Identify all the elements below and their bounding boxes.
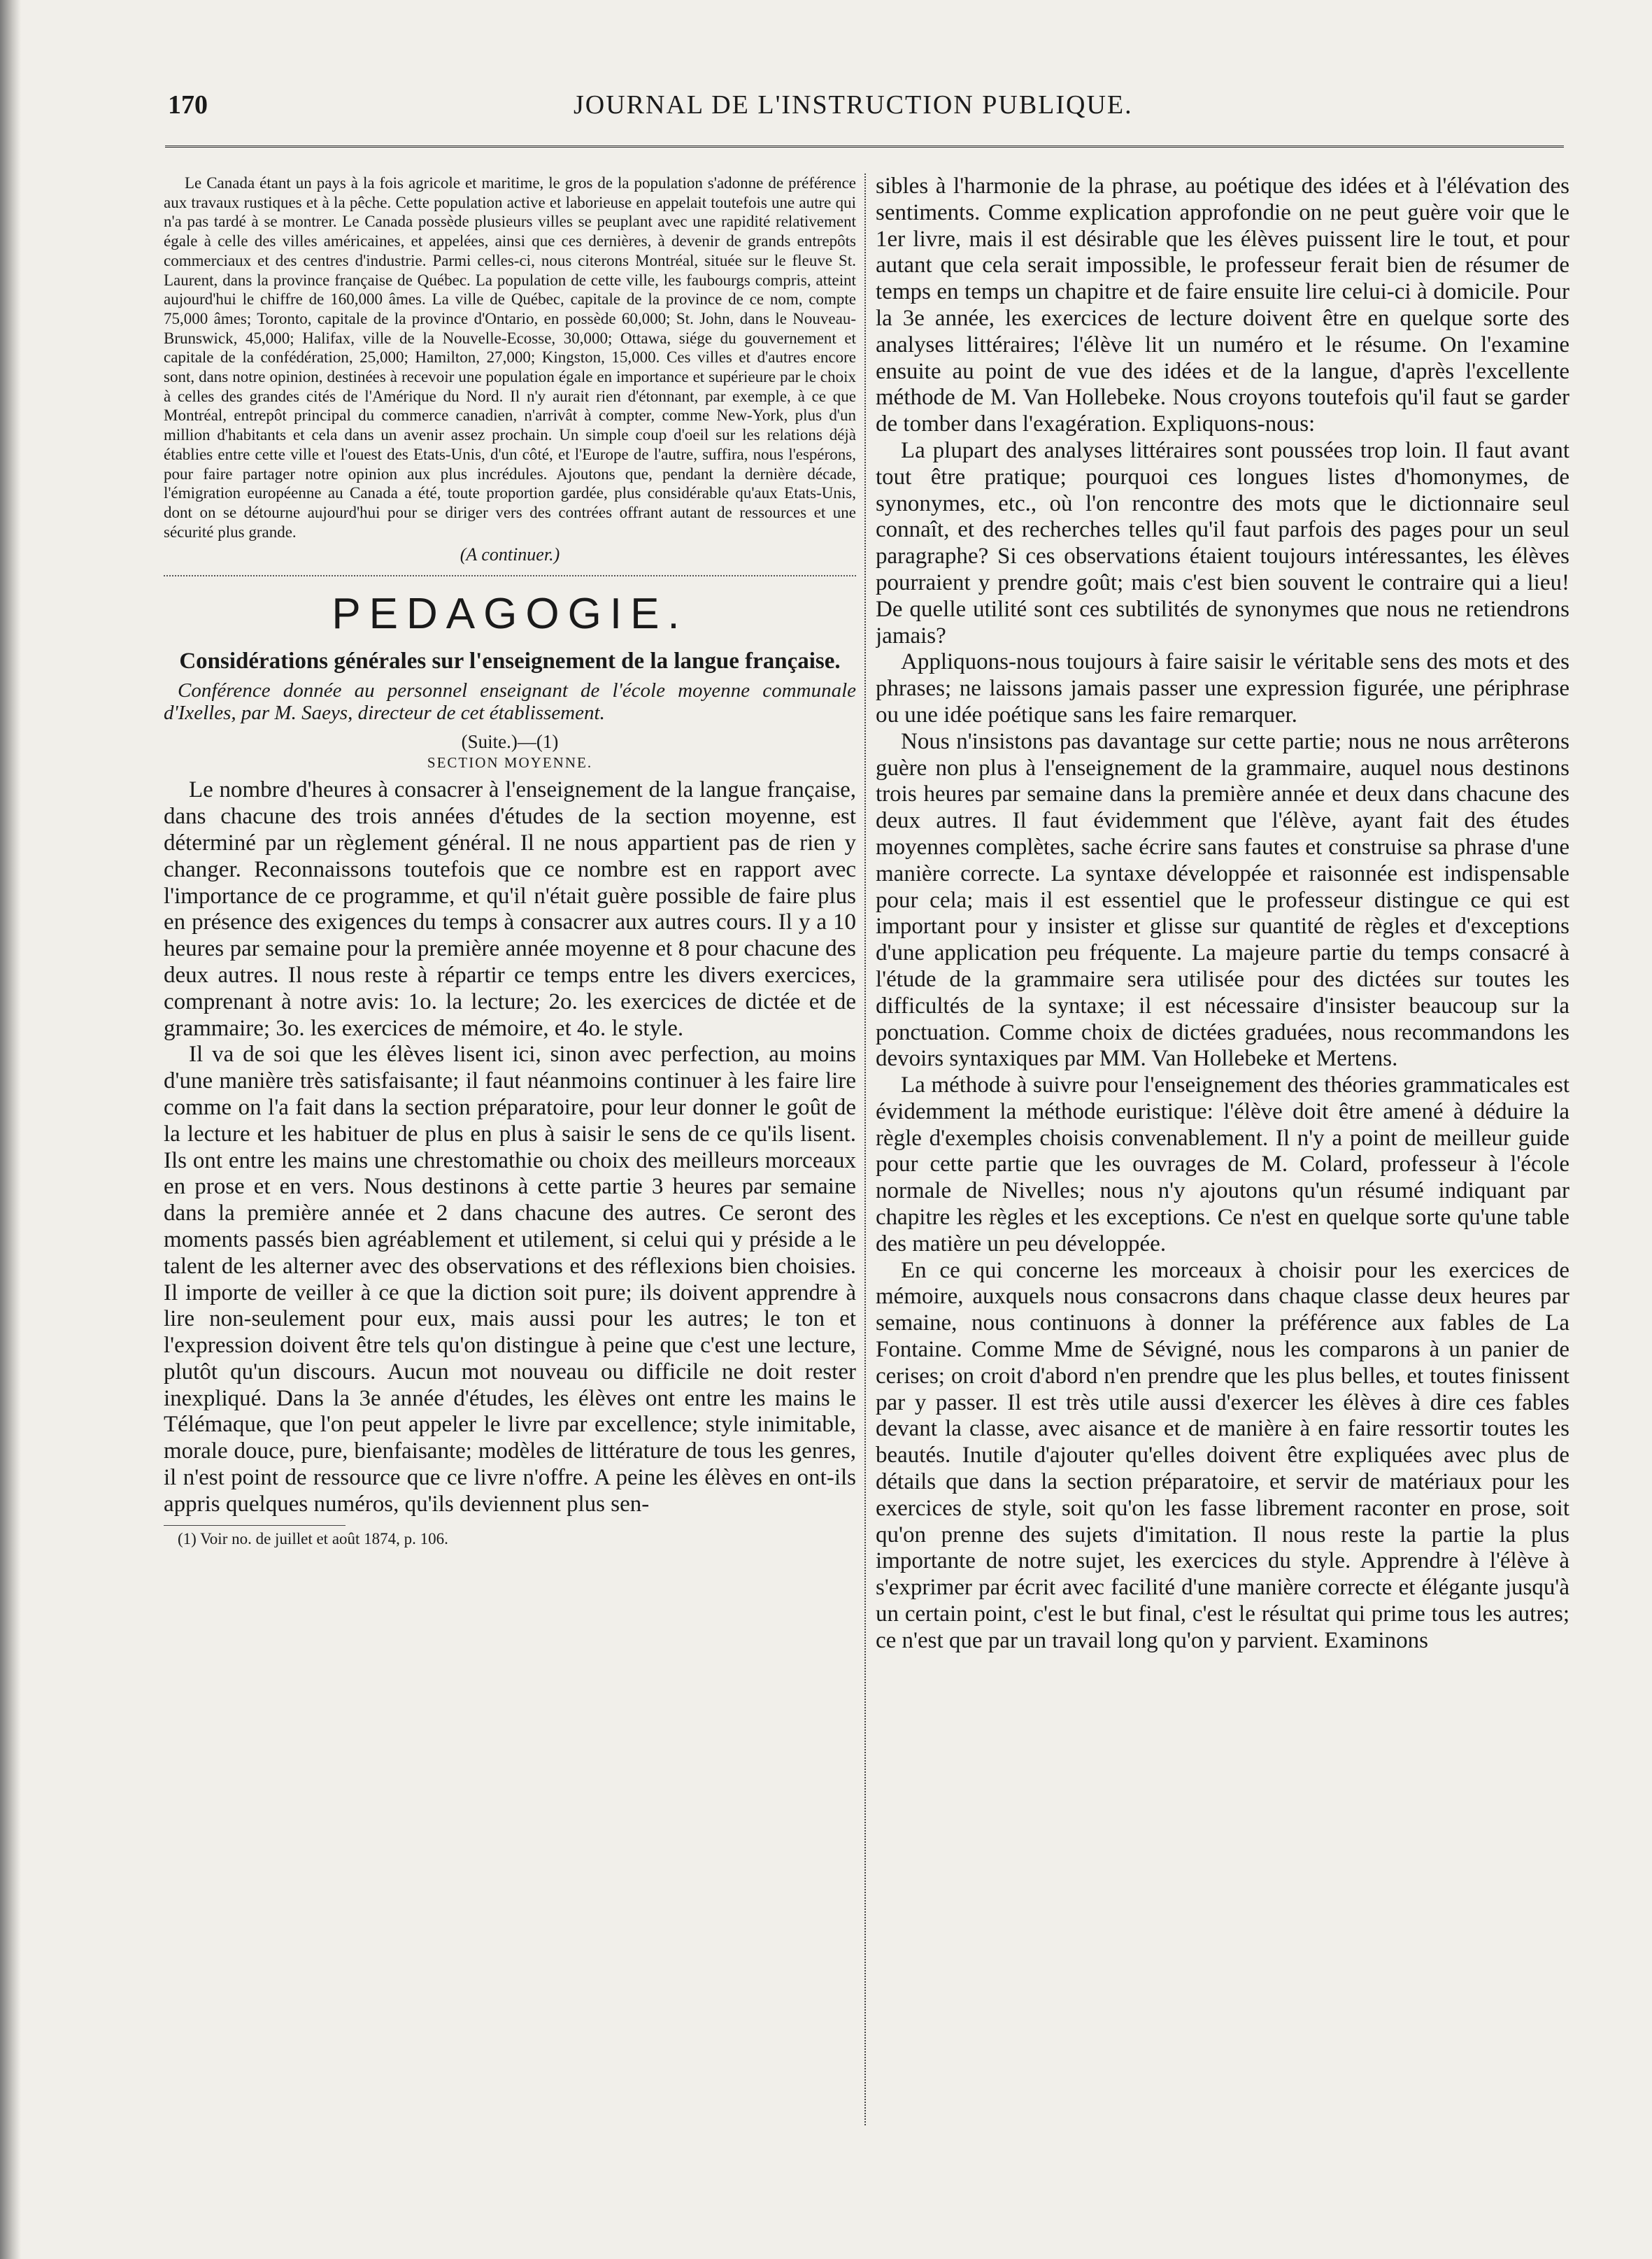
footnote: (1) Voir no. de juillet et août 1874, p. 106. — [178, 1529, 448, 1548]
header-rule — [165, 146, 1564, 148]
running-title: JOURNAL DE L'INSTRUCTION PUBLIQUE. — [574, 90, 1133, 120]
column-divider — [864, 174, 866, 2125]
section-divider — [164, 575, 856, 576]
footnote-rule — [164, 1525, 346, 1526]
body-paragraph: En ce qui concerne les morceaux à choisir pour les exercices de mémoire, auxquels nous consacrons dans chaque classe deux heures par semaine, nous continuons à donner la préférence aux fables de La Fontaine. Comme Mme de Sévigné, nous les comparons à un panier de cerises; on croit d'abord n'en prendre que les plus belles, et toutes finissent par y passer. Il est très utile aussi d'exercer les élèves à dire ces fables devant la classe, avec aisance et de manière à en faire ressortir toutes les beautés. Inutile d'ajouter qu'elles doivent être expliquées avec plus de détails que dans la section préparatoire, et servir de matériaux pour les exercices de style, soit qu'on les fasse librement raconter en prose, soit qu'on prenne des sujets d'imitation. Il nous reste la partie la plus importante de notre sujet, les exercices du style. Apprendre à l'élève à s'exprimer par écrit avec facilité d'une manière correcte et élégante jusqu'à un certain point, c'est le but final, c'est le résultat qui prime tous les autres; ce n'est que par un travail long qu'on y parvient. Examinons — [876, 1257, 1569, 1653]
body-paragraph: Il va de soi que les élèves lisent ici, sinon avec perfection, au moins d'une manière très satisfaisante; il faut néanmoins continuer à les faire lire comme on l'a fait dans la section préparatoire, pour leur donner le goût de la lecture et les habituer de plus en plus à saisir le sens de ce qu'ils lisent. Ils ont entre les mains une chrestomathie ou choix des meilleurs morceaux en prose et en vers. Nous destinons à cette partie 3 heures par semaine dans la première année et 2 dans chacune des autres. Ce seront des moments passés bien agréablement et utilement, si celui qui y préside a le talent de les alterner avec des observations et des réflexions bien choisies. Il importe de veiller à ce que la diction soit pure; ils doivent apprendre à lire non-seulement pour eux, mais aussi pour les autres; le ton et l'expression doivent être tels qu'on distingue à peine que c'est une lecture, plutôt qu'un discours. Aucun mot nouveau ou difficile ne doit rester inexpliqué. Dans la 3e année d'études, les élèves ont entre les mains le Télémaque, que l'on peut appeler le livre par excellence; style inimitable, morale douce, pure, bienfaisante; modèles de littérature de tous les genres, il n'est point de ressource que ce livre n'offre. A peine les élèves en ont-ils appris quelques numéros, qu'ils deviennent plus sen- — [164, 1042, 856, 1517]
intro-paragraph: Le Canada étant un pays à la fois agricole et maritime, le gros de la population s'adonne de préférence aux travaux rustiques et à la pêche. Cette population active et laborieuse en appelait toutefois une autre qui n'a pas tardé à se montrer. Le Canada possède plusieurs villes se peuplant avec une rapidité relativement égale à celle des villes américaines, et appelées, ainsi que ces dernières, à devenir de grands entrepôts commerciaux et des centres d'industrie. Parmi celles-ci, nous citerons Montréal, située sur le fleuve St. Laurent, dans la province française de Québec. La population de cette ville, les faubourgs compris, atteint aujourd'hui le chiffre de 160,000 âmes. La ville de Québec, capitale de la province de ce nom, compte 75,000 âmes; Toronto, capitale de la province d'Ontario, en possède 60,000; St. John, dans le Nouveau-Brunswick, 45,000; Halifax, ville de la Nouvelle-Ecosse, 30,000; Ottawa, siége du gouvernement et capitale de la confédération, 25,000; Hamilton, 27,000; Kingston, 15,000. Ces villes et d'autres encore sont, dans notre opinion, destinées à recevoir une population égale en importance et supérieure par le choix à celles des grandes cités de l'Amérique du Nord. Il n'y aurait rien d'étonnant, par exemple, à ce que Montréal, entrepôt principal du commerce canadien, n'arrivât à compter, comme New-York, plus d'un million d'habitants et cela dans un avenir assez prochain. Un simple coup d'oeil sur les relations déjà établies entre cette ville et l'ouest des Etats-Unis, d'un côté, et l'Europe de l'autre, suffira, nous l'espérons, pour faire partager notre opinion aux plus incrédules. Ajoutons que, pendant la dernière décade, l'émigration européenne au Canada a été, toute proportion gardée, plus considérable qu'aux Etats-Unis, dont on se détourne aujourd'hui pour se diriger vers des contrées offrant autant de ressources et une sécurité plus grande. — [164, 174, 856, 541]
body-paragraph: sibles à l'harmonie de la phrase, au poétique des idées et à l'élévation des sentiments. Comme explication approfondie on ne peut guère voir que le 1er livre, mais il est désirable que les élèves puissent lire le tout, et pour autant que cela serait impossible, le professeur ferait bien de résumer de temps en temps un chapitre et de faire ensuite lire celui-ci à domicile. Pour la 3e année, les exercices de lecture doivent être en quelque sorte des analyses littéraires; l'élève lit un numéro et le résume. On l'examine ensuite au point de vue des idées et de la langue, d'après l'excellente méthode de M. Van Hollebeke. Nous croyons toutefois qu'il faut se garder de tomber dans l'exagération. Expliquons-nous: — [876, 174, 1569, 437]
to-continue-note: (A continuer.) — [460, 544, 560, 565]
article-suite-label: (Suite.)—(1) — [461, 731, 559, 753]
article-section-label: SECTION MOYENNE. — [427, 754, 593, 772]
page-binding-edge — [0, 0, 21, 2259]
body-paragraph: La plupart des analyses littéraires sont poussées trop loin. Il faut avant tout être pratique; pourquoi ces longues listes d'homonymes, de synonymes, etc., où l'on rencontre des mots que le dictionnaire seul connaît, et des recherches telles qu'il faut parfois des pages pour un seul paragraphe? Si ces observations étaient toujours intéressantes, les élèves pourraient y prendre goût; mais c'est bien souvent le contraire qui a lieu! De quelle utilité sont ces subtilités de synonymes que nous ne retiendrons jamais? — [876, 437, 1569, 649]
left-column — [164, 174, 856, 2139]
article-subtitle: Conférence donnée au personnel enseignant de l'école moyenne communale d'Ixelles, par M. Saeys, directeur de cet établissement. — [164, 679, 856, 725]
body-paragraph: Appliquons-nous toujours à faire saisir le véritable sens des mots et des phrases; ne laissons jamais passer une expression figurée, une périphrase ou une idée poétique sans les faire remarquer. — [876, 649, 1569, 728]
article-title: Considérations générales sur l'enseignement de la langue française. — [179, 649, 841, 674]
page-header — [168, 90, 1560, 132]
body-paragraph: La méthode à suivre pour l'enseignement des théories grammaticales est évidemment la méthode euristique: l'élève doit être amené à déduire la règle d'exemples choisis convenablement. Il n'y a point de meilleur guide pour cette partie que les ouvrages de M. Colard, professeur à l'école normale de Nivelles; nous n'y ajoutons qu'un résumé indiquant par chapitre les règles et les exceptions. Ce n'est en quelque sorte qu'une table des matière un peu développée. — [876, 1072, 1569, 1256]
body-paragraph: Le nombre d'heures à consacrer à l'enseignement de la langue française, dans chacune des trois années d'études de la section moyenne, est déterminé par un règlement général. Il ne nous appartient pas de rien y changer. Reconnaissons toutefois que ce nombre est en rapport avec l'importance de ce programme, et qu'il n'était guère possible de faire plus en présence des exigences du temps à consacrer aux autres cours. Il y a 10 heures par semaine pour la première année moyenne et 8 pour chacune des deux autres. Il nous reste à répartir ce temps entre les divers exercices, comprenant à notre avis: 1o. la lecture; 2o. les exercices de dictée et de grammaire; 3o. les exercices de mémoire, et 4o. le style. — [164, 777, 856, 1041]
body-paragraph: Nous n'insistons pas davantage sur cette partie; nous ne nous arrêterons guère non plus à l'enseignement de la grammaire, auquel nous destinons trois heures par semaine dans la première année et deux dans chacune des deux autres. Il faut évidemment que l'élève, ayant fait des études moyennes complètes, sache écrire sans fautes et construise sa phrase d'une manière correcte. La syntaxe développée et raisonnée est indispensable pour cela; mais il est essentiel que le professeur distingue ce qui est important pour y insister et glisse sur quantité de règles et d'exceptions d'une application peu fréquente. La majeure partie du temps consacré à l'étude de la grammaire sera utilisée pour des dictées sur toutes les difficultés de la syntaxe; il est nécessaire d'insister beaucoup sur la ponctuation. Comme choix de dictées graduées, nous recommandons les devoirs syntaxiques par MM. Van Hollebeke et Mertens. — [876, 728, 1569, 1072]
section-heading: PEDAGOGIE. — [332, 590, 688, 639]
page-number: 170 — [168, 90, 208, 120]
right-column — [876, 174, 1569, 2139]
